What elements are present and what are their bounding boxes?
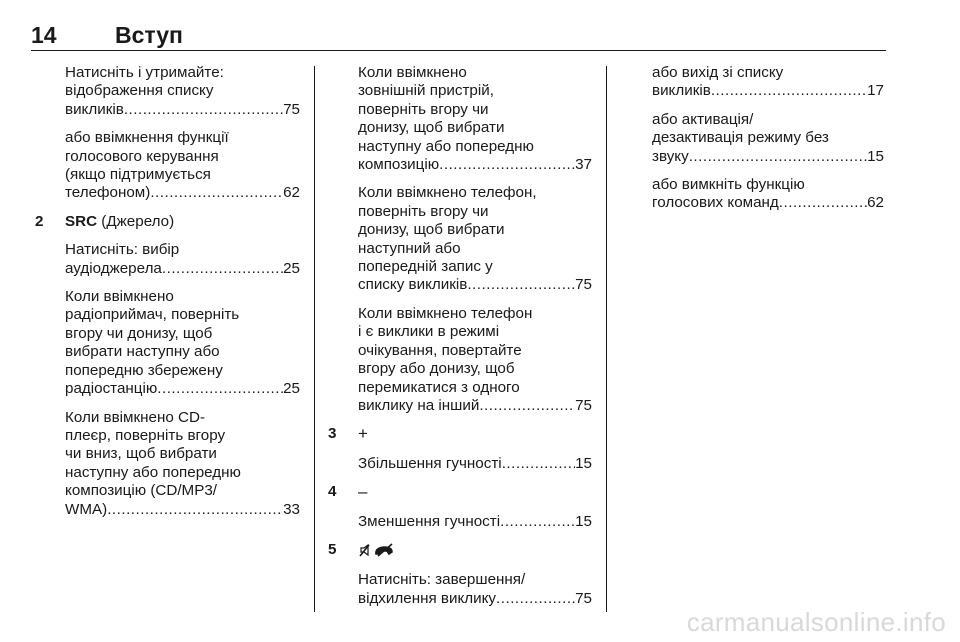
- index-entry: радіостанцію ..... 25: [65, 380, 300, 398]
- item-5-end-call: [328, 540, 592, 561]
- column-2: [328, 64, 592, 618]
- entry-voice-control: або ввімкнення функції голосового керування (якщо підтримується телефоном) ..... 62: [65, 129, 300, 203]
- page-ref: 17: [867, 82, 884, 100]
- page-number: 14: [31, 22, 57, 48]
- entry-volume-down: [358, 513, 592, 531]
- page-ref: 75: [575, 396, 592, 414]
- entry-cd-track: Коли ввімкнено CD- плеєр, поверніть вгору чи вниз, щоб вибрати наступну або попередню композицію (CD/MP3/ WMA) ..... 33: [65, 409, 300, 519]
- index-entry: виклику на інший ..... 75: [358, 397, 592, 415]
- page-ref: 75: [575, 589, 592, 607]
- page-ref: 75: [575, 276, 592, 294]
- entry-voice-commands-off: або вимкніть функцію голосових команд ..... 62: [652, 176, 884, 213]
- item-number: 4: [328, 483, 337, 501]
- page-ref: 37: [575, 156, 592, 174]
- index-entry: викликів ..... 75: [65, 101, 300, 119]
- page-ref: 33: [283, 500, 300, 518]
- column-1: [35, 64, 300, 529]
- page-ref: 75: [283, 100, 300, 118]
- index-entry: WMA) ..... 33: [65, 501, 300, 519]
- header-rule: [31, 50, 886, 51]
- index-entry: звуку ..... 15: [652, 148, 884, 166]
- plus-icon: +: [358, 424, 368, 444]
- mute-and-end-call-icon: [358, 543, 396, 560]
- page-ref: 15: [575, 512, 592, 530]
- index-entry: телефоном) ..... 62: [65, 184, 300, 202]
- entry-call-waiting: Коли ввімкнено телефон і є виклики в режимі очікування, повертайте вгору або донизу, щоб перемикатися з одного виклику на інший ..... 75: [358, 305, 592, 415]
- page-ref: 62: [283, 184, 300, 202]
- page-ref: 15: [575, 454, 592, 472]
- entry-volume-up: [358, 455, 592, 473]
- entry-mute: або активація/ дезактивація режиму без звуку ..... 15: [652, 111, 884, 166]
- minus-icon: –: [358, 482, 368, 502]
- index-entry: відхилення виклику ..... 75: [358, 590, 592, 608]
- entry-call-list: Натисніть і утримайте: відображення списку викликів ..... 75: [65, 64, 300, 119]
- page-header: [31, 22, 885, 50]
- entry-phone-call-list: Коли ввімкнено телефон, поверніть вгору чи донизу, щоб вибрати наступний або попередній запис у списку викликів ..... 75: [358, 184, 592, 294]
- index-entry: голосових команд ..... 62: [652, 194, 884, 212]
- column-divider-2: [606, 66, 607, 612]
- index-entry: композицію ..... 37: [358, 156, 592, 174]
- index-entry: аудіоджерела ..... 25: [65, 260, 300, 278]
- page-ref: 25: [283, 259, 300, 277]
- item-number: 2: [35, 212, 44, 230]
- index-entry: Збільшення гучності ..... 15: [358, 455, 592, 473]
- page-ref: 15: [867, 147, 884, 165]
- index-entry: Зменшення гучності ..... 15: [358, 513, 592, 531]
- watermark: carmanualsonline.info: [686, 607, 946, 637]
- column-divider-1: [314, 66, 315, 612]
- entry-end-call: Натисніть: завершення/ відхилення виклику ..... 75: [358, 571, 592, 608]
- item-number: 3: [328, 425, 337, 443]
- item-3-volume-up: [328, 424, 592, 444]
- page-ref: 25: [283, 380, 300, 398]
- item-number: 5: [328, 540, 337, 558]
- item-4-volume-down: [328, 482, 592, 502]
- column-3: [652, 64, 884, 223]
- page-ref: 62: [867, 194, 884, 212]
- src-label: SRC: [65, 212, 98, 230]
- item-2-src: 2 SRC (Джерело): [35, 212, 175, 230]
- entry-audio-source: Натисніть: вибір аудіоджерела ..... 25: [65, 241, 300, 278]
- page-title: Вступ: [115, 22, 183, 48]
- index-entry: списку викликів ..... 75: [358, 276, 592, 294]
- entry-external-device: Коли ввімкнено зовнішній пристрій, поверніть вгору чи донизу, щоб вибрати наступну або попередню композицію ..... 37: [358, 64, 592, 174]
- index-entry: викликів ..... 17: [652, 82, 884, 100]
- entry-exit-list: або вихід зі списку викликів ..... 17: [652, 64, 884, 101]
- entry-radio-station: Коли ввімкнено радіоприймач, поверніть вгору чи донизу, щоб вибрати наступну або попередню збережену радіостанцію ..... 25: [65, 288, 300, 398]
